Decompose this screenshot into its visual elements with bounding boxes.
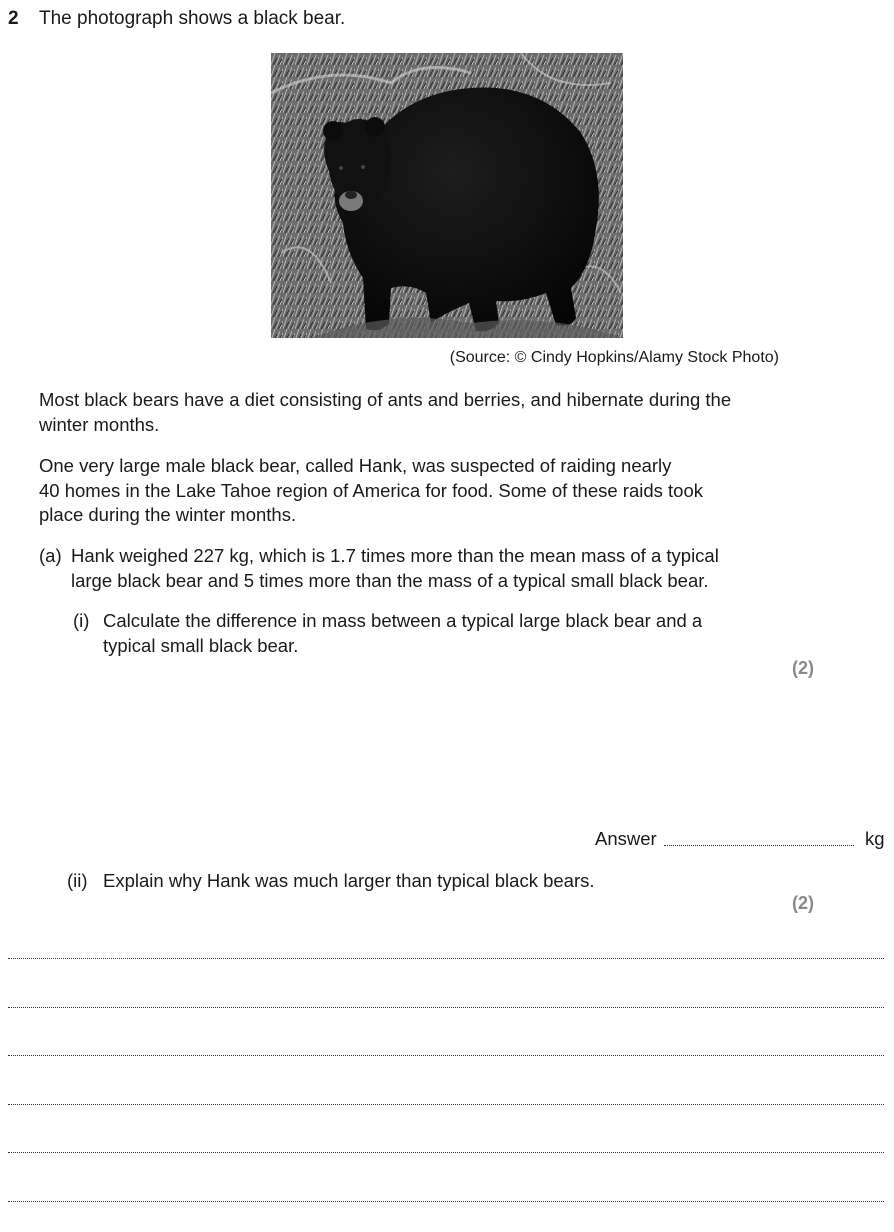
answer-row bbox=[595, 828, 887, 852]
question-number: 2 bbox=[8, 8, 19, 29]
marks-sub-part-ii: (2) bbox=[792, 893, 814, 913]
answer-writing-line[interactable] bbox=[8, 958, 884, 959]
part-a-label: (a) bbox=[39, 545, 62, 566]
text-line: Calculate the difference in mass between a typical large black bear and a bbox=[103, 610, 703, 631]
bear-photograph bbox=[271, 53, 623, 338]
text-line: Most black bears have a diet consisting of ants and berries, and hibernate during the bbox=[39, 389, 732, 410]
answer-writing-line[interactable] bbox=[8, 1104, 884, 1105]
photo-source-credit: (Source: © Cindy Hopkins/Alamy Stock Photo) bbox=[449, 349, 779, 366]
sub-part-ii-label: (ii) bbox=[67, 870, 88, 891]
answer-label: Answer bbox=[595, 828, 657, 849]
text-line: typical small black bear. bbox=[103, 634, 299, 656]
answer-writing-line[interactable] bbox=[8, 1007, 884, 1008]
answer-writing-line[interactable] bbox=[8, 1152, 884, 1153]
text-line: One very large male black bear, called Hank, was suspected of raiding nearly bbox=[39, 455, 672, 476]
answer-writing-line[interactable] bbox=[8, 1055, 884, 1056]
part-a-text bbox=[71, 544, 719, 593]
sub-part-i-label: (i) bbox=[73, 610, 90, 631]
text-line: place during the winter months. bbox=[39, 504, 297, 525]
text-line: Hank weighed 227 kg, which is 1.7 times more than the mean mass of a typical bbox=[71, 545, 719, 566]
question-stem: The photograph shows a black bear. bbox=[39, 8, 346, 29]
text-line: 40 homes in the Lake Tahoe region of America for food. Some of these raids took bbox=[39, 479, 704, 501]
text-line: large black bear and 5 times more than the mass of a typical small black bear. bbox=[71, 569, 709, 591]
intro-paragraph-1 bbox=[39, 388, 731, 437]
text-line: winter months. bbox=[39, 413, 160, 435]
intro-paragraph-2 bbox=[39, 454, 703, 528]
marks-sub-part-i: (2) bbox=[792, 658, 814, 678]
answer-writing-line[interactable] bbox=[8, 1201, 884, 1202]
answer-unit: kg bbox=[865, 828, 885, 849]
answer-input-line[interactable] bbox=[664, 845, 854, 846]
sub-part-i-text bbox=[103, 609, 702, 658]
sub-part-ii-text: Explain why Hank was much larger than typical black bears. bbox=[103, 870, 595, 891]
